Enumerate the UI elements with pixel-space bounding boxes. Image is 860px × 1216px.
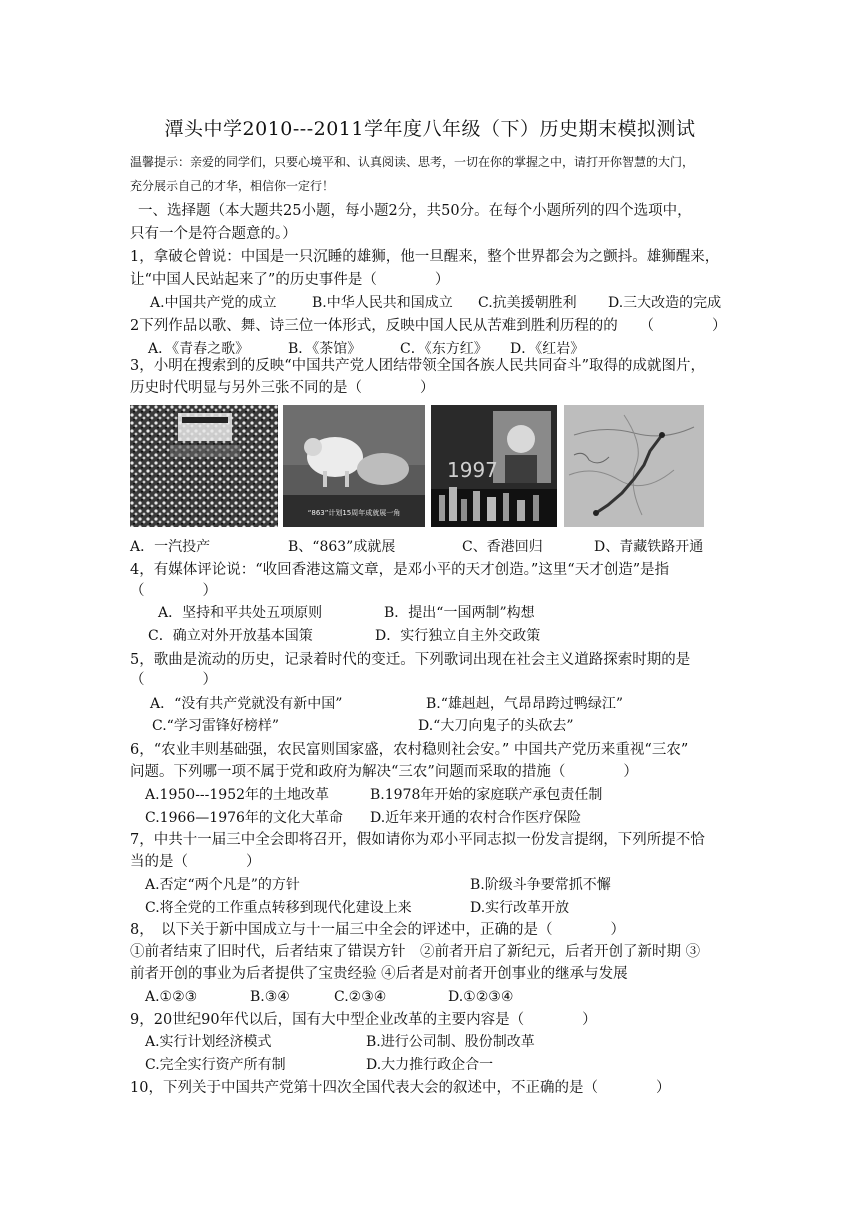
question-4-option-a[interactable]: A．坚持和平共处五项原则 (158, 605, 323, 621)
question-8-line-1: 8， 以下关于新中国成立与十一届三中全会的评述中，正确的是（ ） (130, 922, 625, 938)
question-7-option-b[interactable]: B.阶级斗争要常抓不懈 (470, 877, 611, 893)
question-1-line-1: 1，拿破仑曾说：中国是一只沉睡的雄狮，他一旦醒来，整个世界都会为之颤抖。雄狮醒来， (130, 249, 720, 265)
question-6-option-b[interactable]: B.1978年开始的家庭联产承包责任制 (370, 787, 603, 803)
question-5-option-c[interactable]: C.“学习雷锋好榜样” (152, 718, 279, 734)
question-8-option-d[interactable]: D.①②③④ (448, 989, 514, 1005)
question-3-option-c[interactable]: C、香港回归 (462, 539, 543, 555)
question-4-option-d[interactable]: D．实行独立自主外交政策 (375, 628, 541, 644)
question-9-option-c[interactable]: C.完全实行资产所有制 (145, 1057, 286, 1073)
question-9-option-d[interactable]: D.大力推行政企合一 (366, 1057, 494, 1073)
tip-line-2: 充分展示自己的才华，相信你一定行！ (130, 179, 335, 193)
question-8-line-3: 前者开创的事业为后者提供了宝贵经验 ④后者是对前者开创事业的继承与发展 (130, 966, 628, 982)
question-1-option-b[interactable]: B.中华人民共和国成立 (312, 295, 453, 311)
question-5-line-1: 5，歌曲是流动的历史，记录着时代的变迁。下列歌词出现在社会主义道路探索时期的是 (130, 652, 691, 668)
question-3-option-b[interactable]: B、“863”成就展 (288, 539, 396, 555)
image-caption-1997: 1997 (447, 458, 498, 482)
question-1-option-a[interactable]: A.中国共产党的成立 (150, 295, 277, 311)
question-3-option-d[interactable]: D、青藏铁路开通 (594, 539, 704, 555)
question-2-option-d[interactable]: D．《红岩》 (510, 341, 585, 357)
question-8-option-c[interactable]: C.②③④ (334, 989, 387, 1005)
question-7-option-d[interactable]: D.实行改革开放 (470, 900, 570, 916)
map-qinghai-tibet-railway (564, 405, 704, 527)
question-3-line-1: 3，小明在搜索到的反映“中国共产党人团结带领全国各族人民共同奋斗”取得的成就图片， (130, 358, 706, 374)
photo-hong-kong-return (431, 405, 557, 527)
question-7-option-a[interactable]: A.否定“两个凡是”的方针 (145, 877, 300, 893)
question-6-option-c[interactable]: C.1966—1976年的文化大革命 (145, 810, 343, 826)
tip-line-1: 温馨提示：亲爱的同学们，只要心境平和、认真阅读、思考，一切在你的掌握之中，请打开你智慧的大门， (130, 155, 695, 169)
question-9-line-1: 9，20世纪90年代以后，国有大中型企业改革的主要内容是（ ） (130, 1012, 597, 1028)
question-5-option-b[interactable]: B.“雄赳赳，气昂昂跨过鸭绿江” (426, 696, 624, 712)
question-6-option-d[interactable]: D.近年来开通的农村合作医疗保险 (370, 810, 582, 826)
question-5-line-2: （ ） (130, 672, 217, 688)
question-5-option-a[interactable]: A．“没有共产党就没有新中国” (150, 696, 343, 712)
question-10-line-1: 10，下列关于中国共产党第十四次全国代表大会的叙述中，不正确的是（ ） (130, 1080, 671, 1096)
question-6-line-2: 问题。下列哪一项不属于党和政府为解决“三农”问题而采取的措施（ ） (130, 764, 638, 780)
image-caption-863: “863”计划15周年成就展一角 (307, 509, 401, 517)
question-7-option-c[interactable]: C.将全党的工作重点转移到现代化建设上来 (145, 900, 412, 916)
question-1-option-c[interactable]: C.抗美援朝胜利 (478, 295, 577, 311)
section-heading: 一、选择题（本大题共25小题，每小题2分，共50分。在每个小题所列的四个选项中， (138, 203, 692, 219)
question-9-option-a[interactable]: A.实行计划经济模式 (145, 1034, 272, 1050)
section-heading-cont: 只有一个是符合题意的。） (130, 226, 297, 242)
question-4-line-2: （ ） (130, 583, 217, 599)
question-7-line-1: 7，中共十一届三中全会即将召开，假如请你为邓小平同志拟一份发言提纲，下列所提不恰 (130, 832, 705, 848)
question-8-option-a[interactable]: A.①②③ (145, 989, 198, 1005)
photo-first-auto-plant (130, 405, 278, 527)
question-8-line-2: ①前者结束了旧时代，后者结束了错误方针 ②前者开启了新纪元，后者开创了新时期 ③ (130, 944, 701, 960)
question-5-option-d[interactable]: D.“大刀向鬼子的头砍去” (418, 718, 574, 734)
question-1-option-d[interactable]: D.三大改造的完成 (608, 295, 722, 311)
question-2-option-b[interactable]: B．《茶馆》 (288, 341, 362, 357)
question-4-option-c[interactable]: C．确立对外开放基本国策 (148, 628, 313, 644)
question-2-line-1: 2下列作品以歌、舞、诗三位一体形式，反映中国人民从苦难到胜利历程的的 （ ） (130, 318, 727, 334)
question-2-option-a[interactable]: A．《青春之歌》 (148, 341, 250, 357)
question-3-option-a[interactable]: A．一汽投产 (130, 539, 211, 555)
photo-863-exhibition (283, 405, 425, 527)
question-4-option-b[interactable]: B．提出“一国两制”构想 (384, 605, 535, 621)
question-4-line-1: 4，有媒体评论说：“收回香港这篇文章，是邓小平的天才创造。”这里“天才创造”是指 (130, 562, 670, 578)
question-6-option-a[interactable]: A.1950---1952年的土地改革 (145, 787, 330, 803)
page-title: 潭头中学2010---2011学年度八年级（下）历史期末模拟测试 (164, 118, 696, 140)
question-1-line-2: 让“中国人民站起来了”的历史事件是（ ） (130, 272, 450, 288)
question-2-option-c[interactable]: C．《东方红》 (400, 341, 488, 357)
question-9-option-b[interactable]: B.进行公司制、股份制改革 (366, 1034, 535, 1050)
question-8-option-b[interactable]: B.③④ (250, 989, 290, 1005)
question-7-line-2: 当的是（ ） (130, 854, 261, 870)
question-6-line-1: 6，“农业丰则基础强，农民富则国家盛，农村稳则社会安。” 中国共产党历来重视“三农” (130, 742, 689, 758)
question-3-line-2: 历史时代明显与另外三张不同的是（ ） (130, 380, 435, 396)
